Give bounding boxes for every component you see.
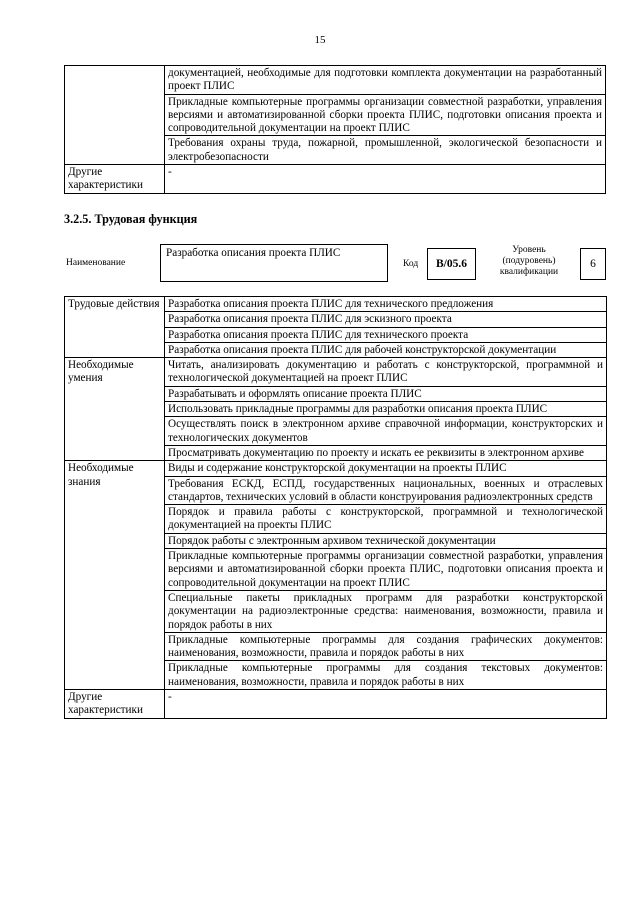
table-cell: Просматривать документацию по проекту и искать ее реквизиты в электронном архиве	[165, 445, 607, 460]
function-name-field: Разработка описания проекта ПЛИС	[160, 244, 388, 282]
top-continuation-table	[64, 65, 606, 194]
table-row	[65, 690, 607, 719]
qualification-level-label: Уровень (подуровень) квалификации	[499, 245, 559, 277]
page-number: 15	[314, 34, 326, 46]
table-cell: Виды и содержание конструкторской документации на проекты ПЛИС	[165, 461, 607, 476]
table-cell: Разработка описания проекта ПЛИС для рабочей конструкторской документации	[165, 342, 607, 357]
row-label-empty	[65, 66, 165, 165]
table-cell: Прикладные компьютерные программы организации совместной разработки, управления версиями и автоматизированной сборки проекта ПЛИС, подготовки описания проекта и сопроводительной документации на проект ПЛИС	[165, 549, 607, 591]
table-cell: Разрабатывать и оформлять описание проекта ПЛИС	[165, 386, 607, 401]
table-row	[65, 358, 607, 387]
section-heading: 3.2.5. Трудовая функция	[64, 212, 198, 226]
table-row	[65, 297, 607, 312]
table-cell: Порядок работы с электронным архивом технической документации	[165, 533, 607, 548]
row-label-other-characteristics: Другие характеристики	[65, 165, 165, 194]
table-cell: Специальные пакеты прикладных программ для разработки конструкторской документации на радиоэлектронные средства: наименования, возможности, правила и порядок работы в них	[165, 590, 607, 632]
table-row	[65, 461, 607, 476]
table-cell: Разработка описания проекта ПЛИС для эскизного проекта	[165, 312, 607, 327]
row-label-required-skills: Необходимые умения	[65, 358, 165, 461]
table-cell: Прикладные компьютерные программы организации совместной разработки, управления версиями и автоматизированной сборки проекта ПЛИС, подготовки описания проекта и сопроводительной документации на проект ПЛИС	[165, 94, 606, 136]
table-cell: Читать, анализировать документацию и работать с конструкторской, программной и технологической документацией на проект ПЛИС	[165, 358, 607, 387]
table-cell: -	[165, 690, 607, 719]
table-cell: Требования ЕСКД, ЕСПД, государственных национальных, военных и отраслевых стандартов, технических условий в области конструирования радиоэлектронных средств	[165, 476, 607, 505]
row-label-other-characteristics: Другие характеристики	[65, 690, 165, 719]
row-label-labor-actions: Трудовые действия	[65, 297, 165, 358]
labor-function-table	[64, 296, 607, 719]
row-label-required-knowledge: Необходимые знания	[65, 461, 165, 690]
code-label: Код	[403, 259, 419, 269]
table-row	[65, 165, 606, 194]
table-row	[65, 66, 606, 95]
table-cell: Прикладные компьютерные программы для создания графических документов: наименования, возможности, правила и порядок работы в них	[165, 632, 607, 661]
table-cell: Требования охраны труда, пожарной, промышленной, экологической безопасности и электробезопасности	[165, 136, 606, 165]
table-cell: Разработка описания проекта ПЛИС для технического предложения	[165, 297, 607, 312]
table-cell: Разработка описания проекта ПЛИС для технического проекта	[165, 327, 607, 342]
qualification-level-field: 6	[580, 248, 606, 280]
table-cell: документацией, необходимые для подготовки комплекта документации на разработанный проект ПЛИС	[165, 66, 606, 95]
table-cell: Прикладные компьютерные программы для создания текстовых документов: наименования, возможности, правила и порядок работы в них	[165, 661, 607, 690]
table-cell: Порядок и правила работы с конструкторской, программной и технологической документацией на проекты ПЛИС	[165, 505, 607, 534]
function-code-field: В/05.6	[427, 248, 476, 280]
table-cell: -	[165, 165, 606, 194]
name-label: Наименование	[66, 258, 126, 268]
table-cell: Использовать прикладные программы для разработки описания проекта ПЛИС	[165, 402, 607, 417]
table-cell: Осуществлять поиск в электронном архиве справочной информации, конструкторских и технологических документов	[165, 417, 607, 446]
